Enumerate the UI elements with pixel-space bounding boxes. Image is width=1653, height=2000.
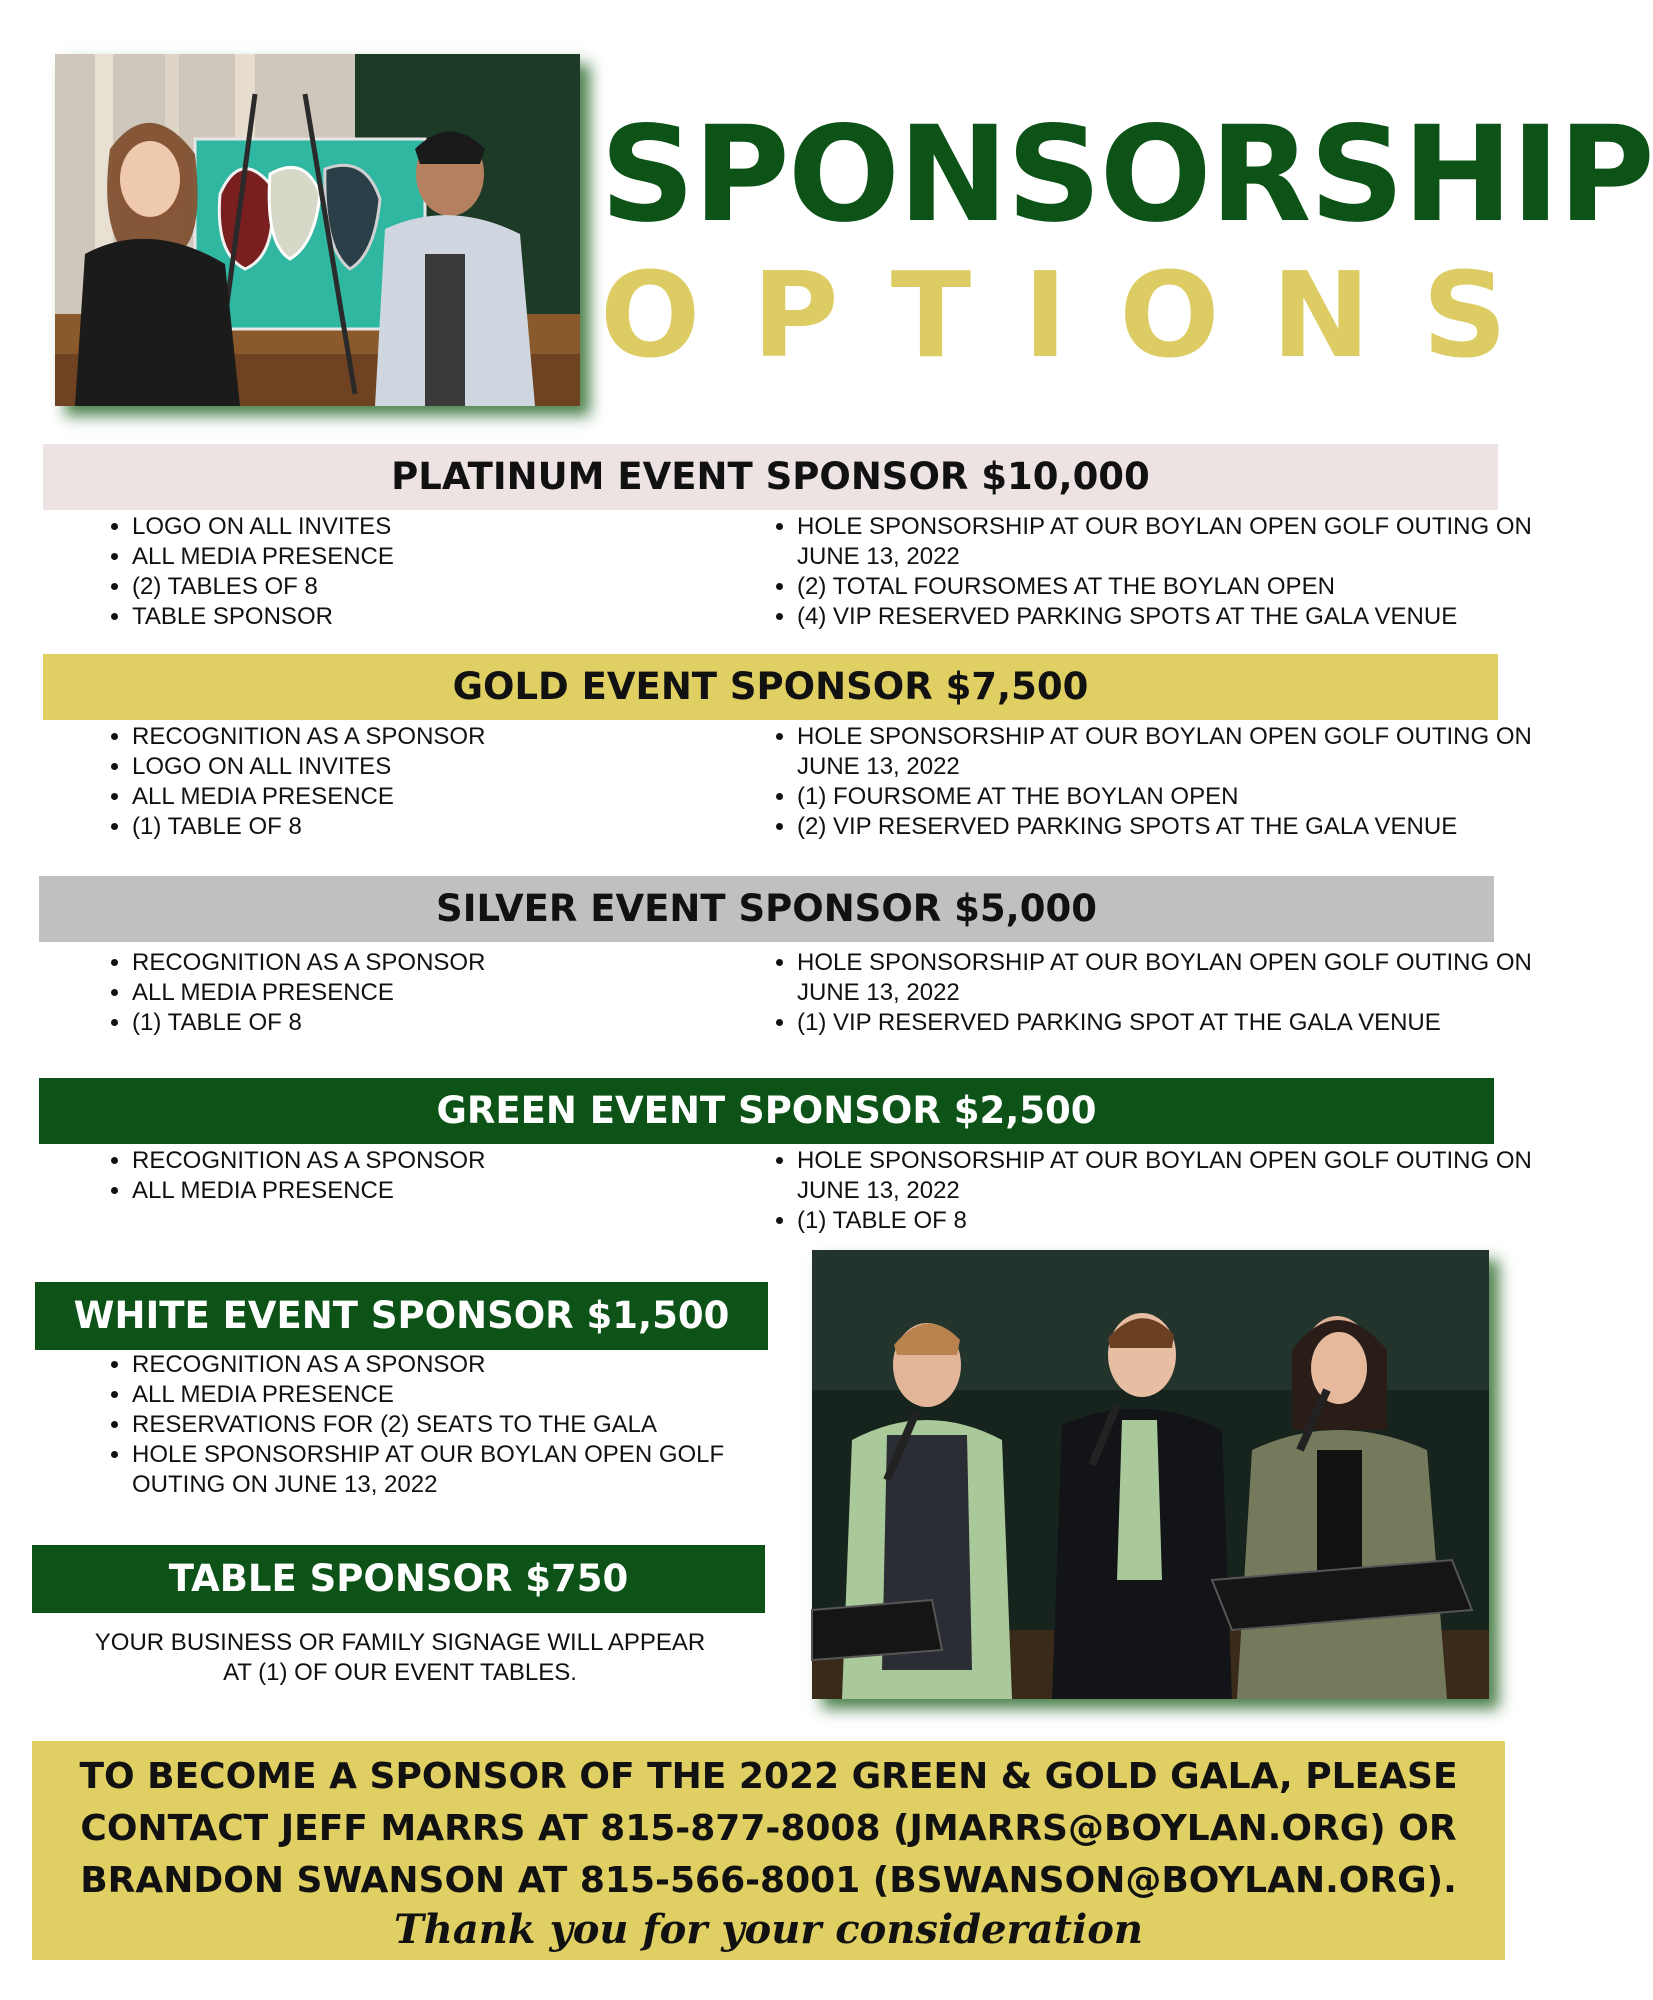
- white-heading: WHITE EVENT SPONSOR $1,500: [73, 1294, 730, 1337]
- gold-right-list: [767, 722, 1537, 842]
- painting-photo-icon: [55, 54, 580, 406]
- platinum-left-list: [102, 512, 692, 632]
- list-item: • RECOGNITION AS A SPONSOR: [132, 1146, 692, 1176]
- list-item: • ALL MEDIA PRESENCE: [132, 542, 692, 572]
- title-line-2: OPTIONS: [600, 246, 1560, 384]
- list-item: • (1) VIP RESERVED PARKING SPOT AT THE GALA VENUE: [797, 1008, 1537, 1038]
- silver-right-list: [767, 948, 1537, 1038]
- list-item: • LOGO ON ALL INVITES: [132, 512, 692, 542]
- gold-heading: GOLD EVENT SPONSOR $7,500: [452, 665, 1089, 708]
- list-item: • (4) VIP RESERVED PARKING SPOTS AT THE GALA VENUE: [797, 602, 1537, 632]
- silver-left-list: [102, 948, 692, 1038]
- gold-banner: [43, 654, 1498, 720]
- list-item: • RESERVATIONS FOR (2) SEATS TO THE GALA: [132, 1410, 732, 1440]
- singers-photo-icon: [812, 1250, 1489, 1699]
- list-item: • ALL MEDIA PRESENCE: [132, 978, 692, 1008]
- platinum-heading: PLATINUM EVENT SPONSOR $10,000: [391, 455, 1150, 498]
- green-left-list: [102, 1146, 692, 1206]
- green-heading: GREEN EVENT SPONSOR $2,500: [436, 1089, 1097, 1132]
- list-item: • (1) FOURSOME AT THE BOYLAN OPEN: [797, 782, 1537, 812]
- list-item: • HOLE SPONSORSHIP AT OUR BOYLAN OPEN GOLF OUTING ON JUNE 13, 2022: [797, 1146, 1537, 1206]
- contact-box: [32, 1741, 1505, 1960]
- silver-banner: [39, 876, 1494, 942]
- contact-text: TO BECOME A SPONSOR OF THE 2022 GREEN & GOLD GALA, PLEASE CONTACT JEFF MARRS AT 815-877-8008 (JMARRS@BOYLAN.ORG) OR BRANDON SWANSON AT 815-566-8001 (BSWANSON@BOYLAN.ORG).: [79, 1756, 1458, 1901]
- list-item: • HOLE SPONSORSHIP AT OUR BOYLAN OPEN GOLF OUTING ON JUNE 13, 2022: [797, 722, 1537, 782]
- table-sponsor-heading: TABLE SPONSOR $750: [168, 1557, 629, 1600]
- table-sponsor-banner: [32, 1545, 765, 1613]
- silver-heading: SILVER EVENT SPONSOR $5,000: [436, 887, 1097, 930]
- list-item: • (1) TABLE OF 8: [797, 1206, 1537, 1236]
- gold-left-list: [102, 722, 692, 842]
- list-item: • (2) TOTAL FOURSOMES AT THE BOYLAN OPEN: [797, 572, 1537, 602]
- list-item: • ALL MEDIA PRESENCE: [132, 1380, 732, 1410]
- list-item: • HOLE SPONSORSHIP AT OUR BOYLAN OPEN GOLF OUTING ON JUNE 13, 2022: [797, 512, 1537, 572]
- list-item: • HOLE SPONSORSHIP AT OUR BOYLAN OPEN GOLF OUTING ON JUNE 13, 2022: [132, 1440, 732, 1500]
- list-item: • (2) VIP RESERVED PARKING SPOTS AT THE GALA VENUE: [797, 812, 1537, 842]
- green-banner: [39, 1078, 1494, 1144]
- list-item: • (2) TABLES OF 8: [132, 572, 692, 602]
- white-list: [102, 1350, 732, 1500]
- platinum-right-list: [767, 512, 1537, 632]
- list-item: • (1) TABLE OF 8: [132, 1008, 692, 1038]
- table-sponsor-description: YOUR BUSINESS OR FAMILY SIGNAGE WILL APPEAR AT (1) OF OUR EVENT TABLES.: [94, 1629, 706, 1686]
- list-item: • RECOGNITION AS A SPONSOR: [132, 722, 692, 752]
- thank-you-note: Thank you for your consideration: [394, 1906, 1143, 1953]
- green-right-list: [767, 1146, 1537, 1236]
- white-banner: [35, 1282, 768, 1350]
- event-photo-singers: [812, 1250, 1489, 1699]
- list-item: • ALL MEDIA PRESENCE: [132, 1176, 692, 1206]
- list-item: • (1) TABLE OF 8: [132, 812, 692, 842]
- title-line-1: SPONSORSHIP: [600, 98, 1653, 252]
- list-item: • HOLE SPONSORSHIP AT OUR BOYLAN OPEN GOLF OUTING ON JUNE 13, 2022: [797, 948, 1537, 1008]
- list-item: • ALL MEDIA PRESENCE: [132, 782, 692, 812]
- list-item: • TABLE SPONSOR: [132, 602, 692, 632]
- event-photo-painting: [55, 54, 580, 406]
- list-item: • LOGO ON ALL INVITES: [132, 752, 692, 782]
- list-item: • RECOGNITION AS A SPONSOR: [132, 1350, 732, 1380]
- platinum-banner: [43, 444, 1498, 510]
- list-item: • RECOGNITION AS A SPONSOR: [132, 948, 692, 978]
